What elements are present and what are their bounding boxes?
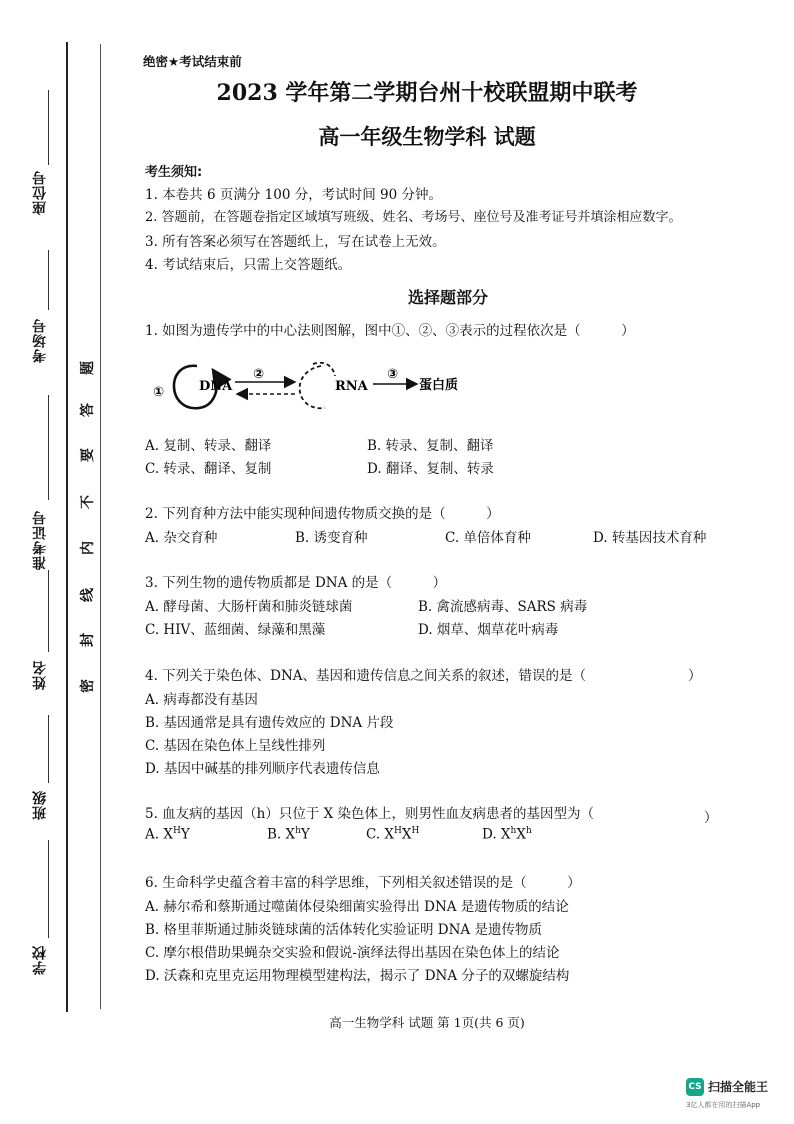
option: B. 转录、复制、翻译 <box>367 438 494 454</box>
class-label: 班级 <box>32 790 48 820</box>
question-stem: 3. 下列生物的遗传物质都是 DNA 的是（ ） <box>145 575 447 591</box>
room-label: 考场号 <box>32 318 48 363</box>
option: C. 摩尔根借助果蝇杂交实验和假说-演绎法得出基因在染色体上的结论 <box>145 945 560 961</box>
option: A. 复制、转录、翻译 <box>145 438 272 454</box>
rna-label: RNA <box>335 379 368 394</box>
page-footer: 高一生物学科 试题 第 1页(共 6 页) <box>329 1015 525 1030</box>
option: A. $X^HY$ <box>145 826 190 843</box>
binding-line <box>66 42 68 1012</box>
option: D. 转基因技术育种 <box>593 530 707 546</box>
question-stem: 5. 血友病的基因（h）只位于 X 染色体上，则男性血友病患者的基因型为（ <box>145 806 595 822</box>
scanner-tagline: 3亿人都在用的扫描App <box>686 1101 761 1109</box>
notice-item: 2. 答题前，在答题卷指定区域填写班级、姓名、考场号、座位号及准考证号并填涂相应数字。 <box>145 210 682 225</box>
scanner-name: 扫描全能王 <box>708 1080 769 1094</box>
section-title: 选择题部分 <box>408 288 489 307</box>
seal-char: 密 <box>80 679 96 693</box>
seal-char: 线 <box>80 588 96 602</box>
notice-item: 4. 考试结束后，只需上交答题纸。 <box>145 257 352 273</box>
option: B. 基因通常是具有遗传效应的 DNA 片段 <box>145 715 394 731</box>
option: C. 单倍体育种 <box>445 530 531 546</box>
seal-char: 封 <box>80 633 96 647</box>
question-stem: 2. 下列育种方法中能实现种间遗传物质交换的是（ ） <box>145 506 500 522</box>
option: D. 翻译、复制、转录 <box>367 461 494 477</box>
label-1: ① <box>153 385 165 400</box>
option: B. 诱变育种 <box>295 530 368 546</box>
notice-heading: 考生须知: <box>145 165 203 180</box>
option: A. 病毒都没有基因 <box>145 692 258 708</box>
option: A. 杂交育种 <box>145 530 218 546</box>
ticket-label: 准考证号 <box>32 510 48 570</box>
name-blank <box>48 570 49 652</box>
confidential-mark: 绝密★考试结束前 <box>143 54 242 69</box>
rt-arc-top <box>313 363 335 376</box>
room-blank <box>48 250 49 310</box>
option: B. 格里菲斯通过肺炎链球菌的活体转化实验证明 DNA 是遗传物质 <box>145 922 542 938</box>
question-paren-end: ） <box>688 668 702 684</box>
option: B. $X^hY$ <box>267 826 310 843</box>
seal-char: 题 <box>80 361 96 375</box>
option: D. $X^hX^h$ <box>482 826 532 843</box>
notice-item: 3. 所有答案必须写在答题纸上，写在试卷上无效。 <box>145 234 446 250</box>
option: D. 基因中碱基的排列顺序代表遗传信息 <box>145 761 380 777</box>
class-blank <box>48 715 49 783</box>
notice-item: 1. 本卷共 6 页满分 100 分，考试时间 90 分钟。 <box>145 187 442 203</box>
label-3: ③ <box>387 367 399 382</box>
central-dogma-diagram <box>145 352 485 420</box>
question-stem: 4. 下列关于染色体、DNA、基因和遗传信息之间关系的叙述，错误的是（ <box>145 668 587 684</box>
school-label: 学校 <box>32 945 48 975</box>
seal-char: 答 <box>80 403 96 417</box>
option: C. $X^HX^H$ <box>366 826 420 843</box>
exam-subtitle: 高一年级生物学科 试题 <box>318 124 536 149</box>
option: A. 酵母菌、大肠杆菌和肺炎链球菌 <box>145 599 353 615</box>
option: D. 烟草、烟草花叶病毒 <box>418 622 559 638</box>
exam-title: 2023 学年第二学期台州十校联盟期中联考 <box>216 80 638 106</box>
ticket-blank <box>48 395 49 500</box>
school-blank <box>48 840 49 938</box>
option: B. 禽流感病毒、SARS 病毒 <box>418 599 588 615</box>
rt-arc <box>300 366 325 408</box>
dna-label: DNA <box>199 379 233 394</box>
seal-char: 不 <box>80 495 96 509</box>
seal-char: 要 <box>80 448 96 462</box>
option: D. 沃森和克里克运用物理模型建构法，揭示了 DNA 分子的双螺旋结构 <box>145 968 570 984</box>
question-stem: 6. 生命科学史蕴含着丰富的科学思维，下列相关叙述错误的是（ ） <box>145 875 581 891</box>
option: A. 赫尔希和蔡斯通过噬菌体侵染细菌实验得出 DNA 是遗传物质的结论 <box>145 899 569 915</box>
question-paren-end: ） <box>704 810 718 826</box>
seal-char: 内 <box>80 541 96 555</box>
option: C. 转录、翻译、复制 <box>145 461 272 477</box>
seat-label: 座位号 <box>32 170 48 215</box>
seal-line <box>100 44 101 1009</box>
name-label: 姓名 <box>32 660 48 690</box>
protein-label: 蛋白质 <box>419 378 459 393</box>
scanner-logo-icon: CS <box>686 1078 704 1096</box>
option: C. HIV、蓝细菌、绿藻和黑藻 <box>145 622 326 638</box>
label-2: ② <box>253 367 265 382</box>
question-stem: 1. 如图为遗传学中的中心法则图解，图中①、②、③表示的过程依次是（ ） <box>145 323 635 339</box>
option: C. 基因在染色体上呈线性排列 <box>145 738 326 754</box>
